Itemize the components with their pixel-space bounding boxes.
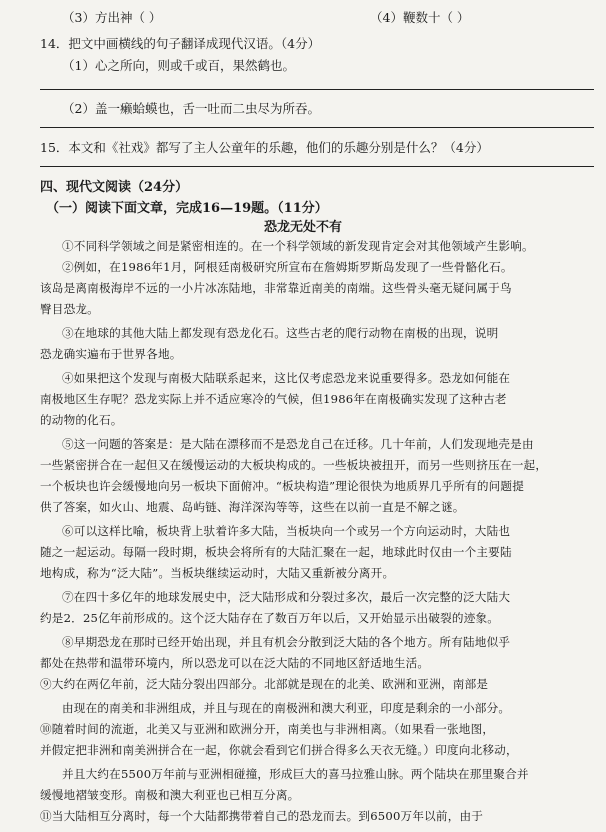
section-heading: 四、现代文阅读（24分） — [40, 180, 189, 195]
para-line: ④如果把这个发现与南极大陆联系起来，这比仅考虑恐龙来说重要得多。恐龙如何能在 — [62, 371, 511, 385]
para-line: 缓慢地褶皱变形。南极和澳大利亚也已相互分离。 — [40, 788, 300, 802]
para-line: 恐龙确实遍布于世界各地。 — [40, 347, 182, 361]
para-line: 南极地区生存呢？恐龙实际上并不适应寒冷的气候，但1986年在南极确实发现了这种古老 — [40, 392, 507, 406]
para-line: ⑤这一问题的答案是：是大陆在漂移而不是恐龙自己在迁移。几十年前，人们发现地壳是由 — [62, 437, 534, 451]
part-heading: （一）阅读下面文章，完成16—19题。（11分） — [46, 201, 328, 216]
para-line: ⑨大约在两亿年前，泛大陆分裂出四部分。北部就是现在的北美、欧洲和亚洲，南部是 — [40, 677, 489, 691]
q14-sentence-1: （1）心之所向，则或千或百，果然鹤也。 — [62, 58, 295, 73]
q15-stem: 15．本文和《社戏》都写了主人公童年的乐趣，他们的乐趣分别是什么？（4分） — [40, 140, 489, 155]
answer-line — [40, 89, 594, 90]
para-line: ①不同科学领域之间是紧密相连的。在一个科学领域的新发现肯定会对其他领域产生影响。 — [62, 239, 534, 253]
q13-items — [40, 8, 594, 26]
para-line: 随之一起运动。每隔一段时期，板块会将所有的大陆汇聚在一起，地球此时仅由一个主要陆 — [40, 545, 512, 559]
answer-line — [40, 166, 594, 167]
q14-stem: 14．把文中画横线的句子翻译成现代汉语。（4分） — [40, 36, 321, 51]
para-line: 约是2．25亿年前形成的。这个泛大陆存在了数百万年以后，又开始显示出破裂的迹象。 — [40, 611, 500, 625]
para-line: 的动物的化石。 — [40, 413, 123, 427]
para-line: 地构成，称为“泛大陆”。当板块继续运动时，大陆又重新被分离开。 — [40, 566, 395, 580]
para-line: 一个板块也许会缓慢地向另一板块下面俯冲。“板块构造”理论很快为地质界几乎所有的问题提 — [40, 479, 525, 493]
para-line: ②例如，在1986年1月，阿根廷南极研究所宣布在詹姆斯罗斯岛发现了一些骨骼化石。 — [62, 260, 513, 274]
para-line: ⑦在四十多亿年的地球发展史中，泛大陆形成和分裂过多次，最后一次完整的泛大陆大 — [62, 590, 511, 604]
para-line: ⑩随着时间的流逝，北美又与亚洲和欧洲分开，南美也与非洲相离。（如果看一张地图， — [40, 722, 495, 736]
para-line: 由现在的南美和非洲组成，并且与现在的南极洲和澳大利亚，印度是剩余的一小部分。 — [62, 701, 511, 715]
para-line: 并且大约在5500万年前与亚洲相碰撞，形成巨大的喜马拉雅山脉。两个陆块在那里聚合并 — [62, 767, 529, 781]
q14-sentence-2: （2）盖一癞蛤蟆也，舌一吐而二虫尽为所吞。 — [62, 101, 320, 116]
para-line: ③在地球的其他大陆上都发现有恐龙化石。这些古老的爬行动物在南极的出现，说明 — [62, 326, 499, 340]
para-line: 该岛是离南极海岸不远的一小片冰冻陆地，非常靠近南美的南端。这些骨头毫无疑问属于鸟 — [40, 281, 512, 295]
article-title: 恐龙无处不有 — [263, 220, 342, 235]
para-line: ⑧早期恐龙在那时已经开始出现，并且有机会分散到泛大陆的各个地方。所有陆地似乎 — [62, 635, 511, 649]
para-line: ⑪当大陆相互分离时，每一个大陆都携带着自己的恐龙而去。到6500万年以前，由于 — [40, 809, 484, 823]
q13-item-3: （3）方出神（ ） — [62, 10, 162, 25]
para-line: 一些紧密拼合在一起但又在缓慢运动的大板块构成的。一些板块被扭开，而另一些则挤压在一起， — [40, 458, 548, 472]
answer-line — [40, 127, 594, 128]
para-line: ⑥可以这样比喻，板块背上驮着许多大陆，当板块向一个或另一个方向运动时，大陆也 — [62, 524, 511, 538]
para-line: 臀目恐龙。 — [40, 302, 99, 316]
q13-item-4: （4）鞭数十（ ） — [370, 10, 470, 25]
para-line: 并假定把非洲和南美洲拼合在一起，你就会看到它们拼合得多么天衣无缝。）印度向北移动， — [40, 743, 518, 757]
para-line: 都处在热带和温带环境内，所以恐龙可以在泛大陆的不同地区舒适地生活。 — [40, 656, 430, 670]
para-line: 供了答案，如火山、地震、岛屿链、海洋深沟等等，这些在以前一直是不解之谜。 — [40, 500, 465, 514]
